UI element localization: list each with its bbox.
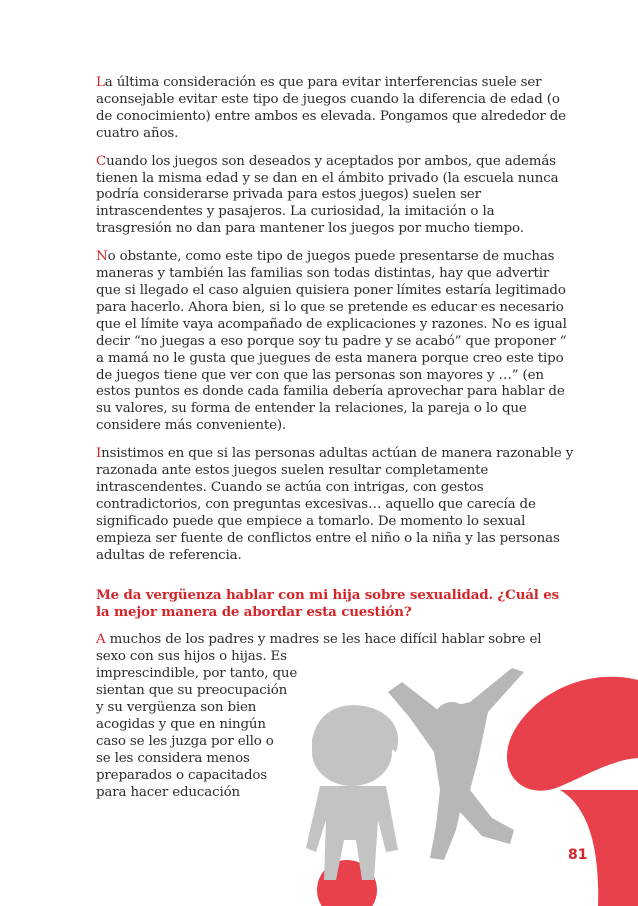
answer-line: sientan que su preocupación — [96, 683, 288, 699]
answer-line: sexo con sus hijos o hijas. Es — [96, 649, 287, 665]
drop-initial: L — [96, 75, 105, 90]
answer-line: para hacer educación — [96, 784, 240, 800]
paragraph-text: a última consideración es que para evitar interferencias suele ser aconsejable evitar este tipo de juegos cuando la diferencia de edad (o de conocimiento) entre ambos es elevada. Pongamos que alrededor de cuatro años. — [96, 75, 566, 141]
question-heading: Me da vergüenza hablar con mi hija sobre sexualidad. ¿Cuál es la mejor manera de abordar esta cuestión? — [96, 587, 560, 621]
paragraph-text: o obstante, como este tipo de juegos puede presentarse de muchas maneras y también las familias son todas distintas, hay que advertir que si llegado el caso alguien quisiera poner límites estaría legitimado para hacerlo. Ahora bien, si lo que se pretende es educar es necesario que el límite vaya acompañado de explicaciones y razones. No es igual decir “no juegas a eso porque soy tu padre y se acabó” que proponer “ a mamá no le gusta que juegues de esta manera porque creo este tipo de juegos tiene que ver con que las personas son mayores y …” (en estos puntos es donde cada familia debería aprovechar para hablar de su valores, su forma de entender la relaciones, la pareja o lo que considere más conveniente). — [96, 249, 567, 434]
answer-line: se les considera menos — [96, 750, 250, 766]
page-number: 81 — [568, 847, 588, 863]
paragraph-2 — [96, 154, 574, 239]
paragraph-1 — [96, 75, 574, 143]
drop-initial: A — [96, 632, 106, 648]
answer-line: A muchos de los padres y madres se les hace difícil hablar sobre el — [96, 632, 542, 648]
drop-initial: N — [96, 249, 108, 265]
paragraph-text: nsistimos en que si las personas adultas actúan de manera razonable y razonada ante estos juegos suelen resultar completamente intrascendentes. Cuando se actúa con intrigas, con gestos contradictorios, con preguntas excesivas… aquello que carecía de significado puede que empiece a tomarlo. De momento lo sexual empieza ser fuente de conflictos entre el niño o la niña y las personas adultas de referencia. — [96, 446, 574, 563]
answer-line: preparados o capacitados — [96, 767, 268, 783]
answer-line: acogidas y que en ningún — [96, 717, 266, 732]
paragraph-4 — [96, 446, 574, 564]
paragraph-3 — [96, 249, 574, 435]
drop-initial: C — [96, 153, 107, 169]
paragraph-text: uando los juegos son deseados y aceptados por ambos, que además tienen la misma edad y se dan en el ámbito privado (la escuela nunca podría considerarse privada para estos juegos) suelen ser intrascendentes y pasajeros. La curiosidad, la imitación o la trasgresión no dan para mantener los juegos por mucho tiempo. — [96, 153, 559, 237]
answer-line: y su vergüenza son bien — [96, 700, 257, 716]
answer-line: imprescindible, por tanto, que — [96, 666, 298, 682]
answer-paragraph — [96, 632, 574, 801]
drop-initial: I — [96, 446, 102, 462]
page-content — [96, 75, 574, 813]
answer-line: caso se les juzga por ello o — [96, 733, 274, 749]
